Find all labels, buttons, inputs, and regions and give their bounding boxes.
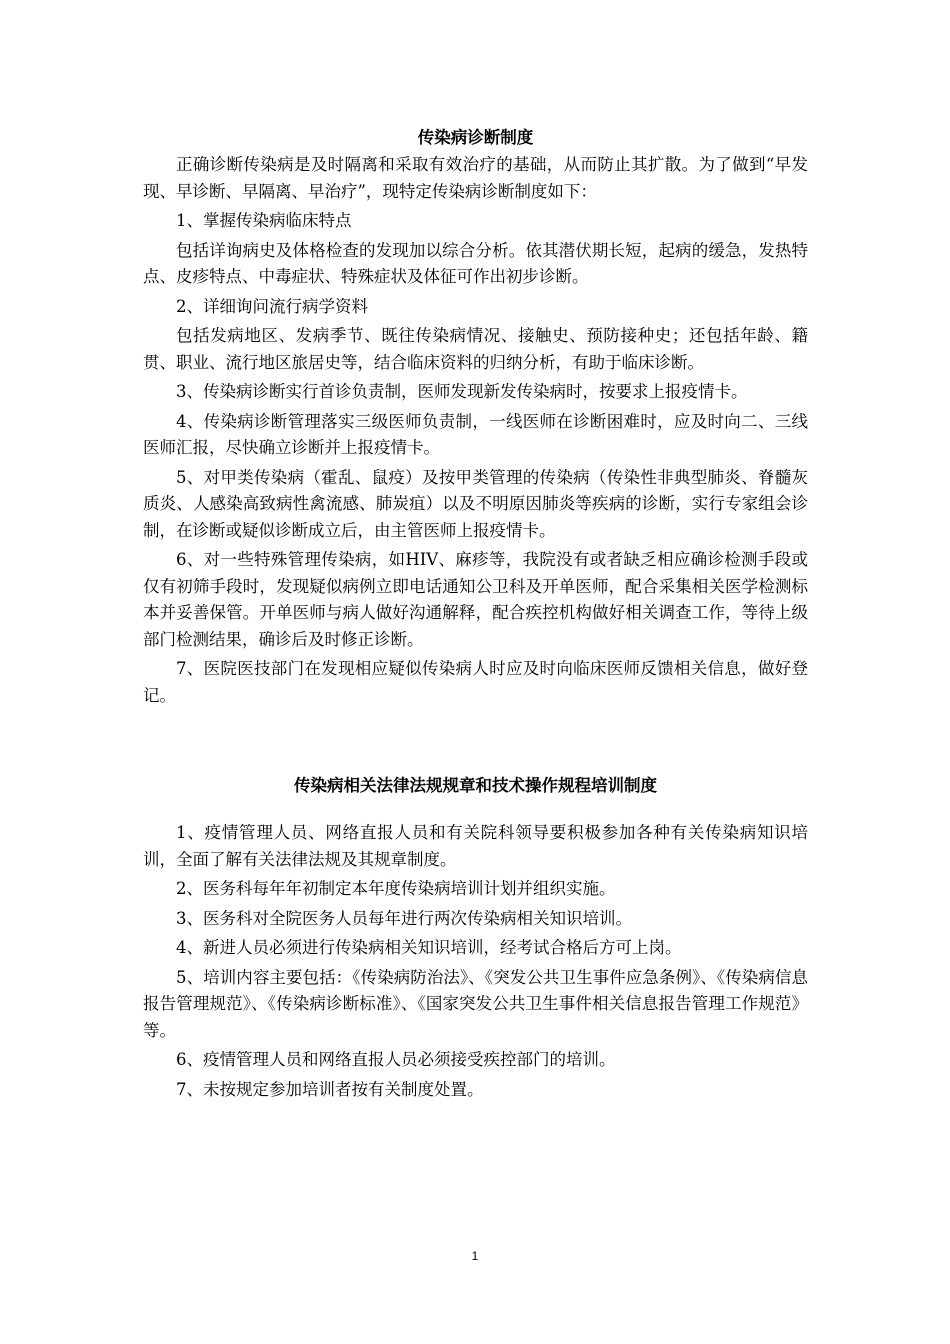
paragraph: 2、医务科每年年初制定本年度传染病培训计划并组织实施。 <box>176 879 616 898</box>
paragraph: 3、传染病诊断实行首诊负责制，医师发现新发传染病时，按要求上报疫情卡。 <box>176 382 748 401</box>
section-title: 传染病诊断制度 <box>417 128 534 147</box>
page-number: 1 <box>471 1249 479 1263</box>
paragraph: 1、疫情管理人员、网络直报人员和有关院科领导要积极参加各种有关传染病知识培训，全面了解有关法律法规及其规章制度。 <box>143 823 808 869</box>
paragraph: 7、未按规定参加培训者按有关制度处置。 <box>176 1079 484 1099</box>
section-title: 传染病相关法律法规规章和技术操作规程培训制度 <box>294 776 657 795</box>
paragraph: 2、详细询问流行病学资料 <box>176 296 368 316</box>
paragraph: 5、对甲类传染病（霍乱、鼠疫）及按甲类管理的传染病（传染性非典型肺炎、脊髓灰质炎、人感染高致病性禽流感、肺炭疽）以及不明原因肺炎等疾病的诊断，实行专家组会诊制，在诊断或疑似诊断成立后，由主管医师上报疫情卡。 <box>143 467 808 540</box>
paragraph: 6、对一些特殊管理传染病，如HIV、麻疹等，我院没有或者缺乏相应确诊检测手段或仅有初筛手段时，发现疑似病例立即电话通知公卫科及开单医师，配合采集相关医学检测标本并妥善保管。开单医师与病人做好沟通解释，配合疾控机构做好相关调查工作，等待上级部门检测结果，确诊后及时修正诊断。 <box>143 550 808 649</box>
paragraph: 1、掌握传染病临床特点 <box>176 211 352 230</box>
paragraph: 4、传染病诊断管理落实三级医师负责制，一线医师在诊断困难时，应及时向二、三线医师汇报，尽快确立诊断并上报疫情卡。 <box>143 411 808 457</box>
paragraph: 包括发病地区、发病季节、既往传染病情况、接触史、预防接种史；还包括年龄、籍贯、职业、流行地区旅居史等，结合临床资料的归纳分析，有助于临床诊断。 <box>143 326 808 372</box>
diagnosis-system-section <box>143 124 808 712</box>
paragraph: 4、新进人员必须进行传染病相关知识培训，经考试合格后方可上岗。 <box>176 938 682 957</box>
paragraph: 3、医务科对全院医务人员每年进行两次传染病相关知识培训。 <box>176 908 632 928</box>
paragraph: 包括详询病史及体格检查的发现加以综合分析。依其潜伏期长短，起病的缓急，发热特点、皮疹特点、中毒症状、特殊症状及体征可作出初步诊断。 <box>143 240 808 286</box>
paragraph: 5、培训内容主要包括：《传染病防治法》、《突发公共卫生事件应急条例》、《传染病信息报告管理规范》、《传染病诊断标准》、《国家突发公共卫生事件相关信息报告管理工作规范》等。 <box>143 967 808 1040</box>
paragraph: 6、疫情管理人员和网络直报人员必须接受疾控部门的培训。 <box>176 1050 616 1069</box>
training-system-section <box>143 772 808 1106</box>
paragraph: 7、医院医技部门在发现相应疑似传染病人时应及时向临床医师反馈相关信息，做好登记。 <box>143 659 808 705</box>
paragraph: 正确诊断传染病是及时隔离和采取有效治疗的基础，从而防止其扩散。为了做到“早发现、早诊断、早隔离、早治疗”，现特定传染病诊断制度如下： <box>143 155 808 201</box>
